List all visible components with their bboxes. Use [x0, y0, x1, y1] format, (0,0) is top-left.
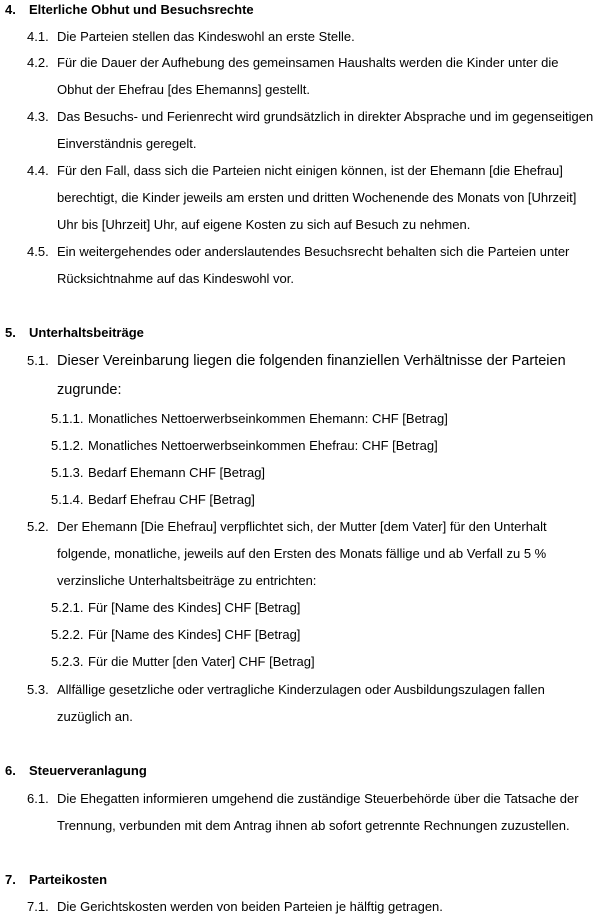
clause-number: 4.5. — [27, 244, 49, 259]
clause-text: Allfällige gesetzliche oder vertragliche Kinderzulagen oder Ausbildungszulagen fallen — [57, 682, 545, 697]
clause-text: Die Parteien stellen das Kindeswohl an erste Stelle. — [57, 29, 355, 44]
clause-text: Ein weitergehendes oder anderslautendes Besuchsrecht behalten sich die Parteien unter — [57, 244, 570, 259]
clause-number: 4.4. — [27, 163, 49, 178]
clause-5-1-continuation: zugrunde: — [57, 382, 122, 398]
section-title: Elterliche Obhut und Besuchsrechte — [29, 2, 254, 17]
clause-4-3-continuation: Einverständnis geregelt. — [57, 136, 197, 151]
clause-6-1 — [27, 790, 579, 808]
clause-5-3 — [27, 681, 545, 699]
clause-5-1-2 — [51, 437, 438, 455]
clause-5-2-2 — [51, 626, 300, 644]
section-number: 4. — [5, 2, 16, 17]
section-title: Unterhaltsbeiträge — [29, 325, 144, 340]
clause-number: 5.1. — [27, 353, 49, 368]
clause-7-1 — [27, 898, 443, 916]
clause-5-2 — [27, 518, 547, 536]
clause-number: 5.2.2. — [51, 627, 84, 642]
clause-text: Für die Dauer der Aufhebung des gemeinsamen Haushalts werden die Kinder unter die — [57, 55, 559, 70]
section-5-heading — [5, 324, 144, 342]
clause-4-3 — [27, 108, 593, 126]
clause-5-1 — [27, 352, 566, 370]
clause-4-4-continuation-2: Uhr bis [Uhrzeit] Uhr, auf eigene Kosten zu sich auf Besuch zu nehmen. — [57, 217, 471, 232]
clause-4-5 — [27, 243, 569, 261]
clause-number: 5.2. — [27, 519, 49, 534]
clause-4-1 — [27, 28, 355, 46]
clause-4-4 — [27, 162, 563, 180]
clause-number: 5.1.1. — [51, 411, 84, 426]
clause-number: 5.1.2. — [51, 438, 84, 453]
section-6-heading — [5, 762, 147, 780]
clause-number: 6.1. — [27, 791, 49, 806]
section-title: Parteikosten — [29, 872, 108, 887]
clause-number: 5.1.4. — [51, 492, 84, 507]
clause-number: 7.1. — [27, 899, 49, 914]
clause-5-2-continuation-2: verzinsliche Unterhaltsbeiträge zu entrichten: — [57, 573, 317, 588]
clause-5-1-4 — [51, 491, 255, 509]
section-title: Steuerveranlagung — [29, 763, 147, 778]
clause-number: 5.2.1. — [51, 600, 84, 615]
clause-5-2-1 — [51, 599, 300, 617]
clause-text: Die Gerichtskosten werden von beiden Parteien je hälftig getragen. — [57, 899, 443, 914]
clause-text: Die Ehegatten informieren umgehend die zuständige Steuerbehörde über die Tatsache der — [57, 791, 579, 806]
clause-number: 5.2.3. — [51, 654, 84, 669]
clause-5-1-3 — [51, 464, 265, 482]
clause-number: 5.3. — [27, 682, 49, 697]
clause-5-1-1 — [51, 410, 448, 428]
clause-text: Bedarf Ehefrau CHF [Betrag] — [88, 492, 255, 507]
clause-4-2-continuation: Obhut der Ehefrau [des Ehemanns] gestellt. — [57, 82, 310, 97]
section-number: 7. — [5, 872, 16, 887]
clause-4-5-continuation: Rücksichtnahme auf das Kindeswohl vor. — [57, 271, 295, 286]
clause-text: Das Besuchs- und Ferienrecht wird grundsätzlich in direkter Absprache und im gegenseitigen — [57, 109, 594, 124]
clause-number: 4.1. — [27, 29, 49, 44]
section-number: 6. — [5, 763, 16, 778]
section-7-heading — [5, 871, 107, 889]
clause-text: Monatliches Nettoerwerbseinkommen Ehefrau: CHF [Betrag] — [88, 438, 438, 453]
clause-5-2-continuation-1: folgende, monatliche, jeweils auf den Ersten des Monats fällige und ab Verfall zu 5 % — [57, 546, 547, 561]
clause-text: Monatliches Nettoerwerbseinkommen Ehemann: CHF [Betrag] — [88, 411, 448, 426]
clause-text: Für [Name des Kindes] CHF [Betrag] — [88, 600, 301, 615]
clause-text: Für [Name des Kindes] CHF [Betrag] — [88, 627, 301, 642]
clause-4-2 — [27, 54, 559, 72]
clause-4-4-continuation-1: berechtigt, die Kinder jeweils am ersten und dritten Wochenende des Monats von [Uhrzeit] — [57, 190, 577, 205]
section-number: 5. — [5, 325, 16, 340]
clause-number: 4.2. — [27, 55, 49, 70]
clause-6-1-continuation: Trennung, verbunden mit dem Antrag ihnen ab sofort getrennte Rechnungen zuzustellen. — [57, 818, 570, 833]
clause-number: 4.3. — [27, 109, 49, 124]
clause-5-3-continuation: zuzüglich an. — [57, 709, 133, 724]
clause-text: Für die Mutter [den Vater] CHF [Betrag] — [88, 654, 315, 669]
clause-text: Der Ehemann [Die Ehefrau] verpflichtet sich, der Mutter [dem Vater] für den Unterhalt — [57, 519, 547, 534]
clause-text: Bedarf Ehemann CHF [Betrag] — [88, 465, 266, 480]
clause-text: Für den Fall, dass sich die Parteien nicht einigen können, ist der Ehemann [die Ehefrau] — [57, 163, 563, 178]
clause-text: Dieser Vereinbarung liegen die folgenden finanziellen Verhältnisse der Parteien — [57, 353, 566, 369]
clause-number: 5.1.3. — [51, 465, 84, 480]
section-4-heading — [5, 1, 254, 19]
clause-5-2-3 — [51, 653, 315, 671]
